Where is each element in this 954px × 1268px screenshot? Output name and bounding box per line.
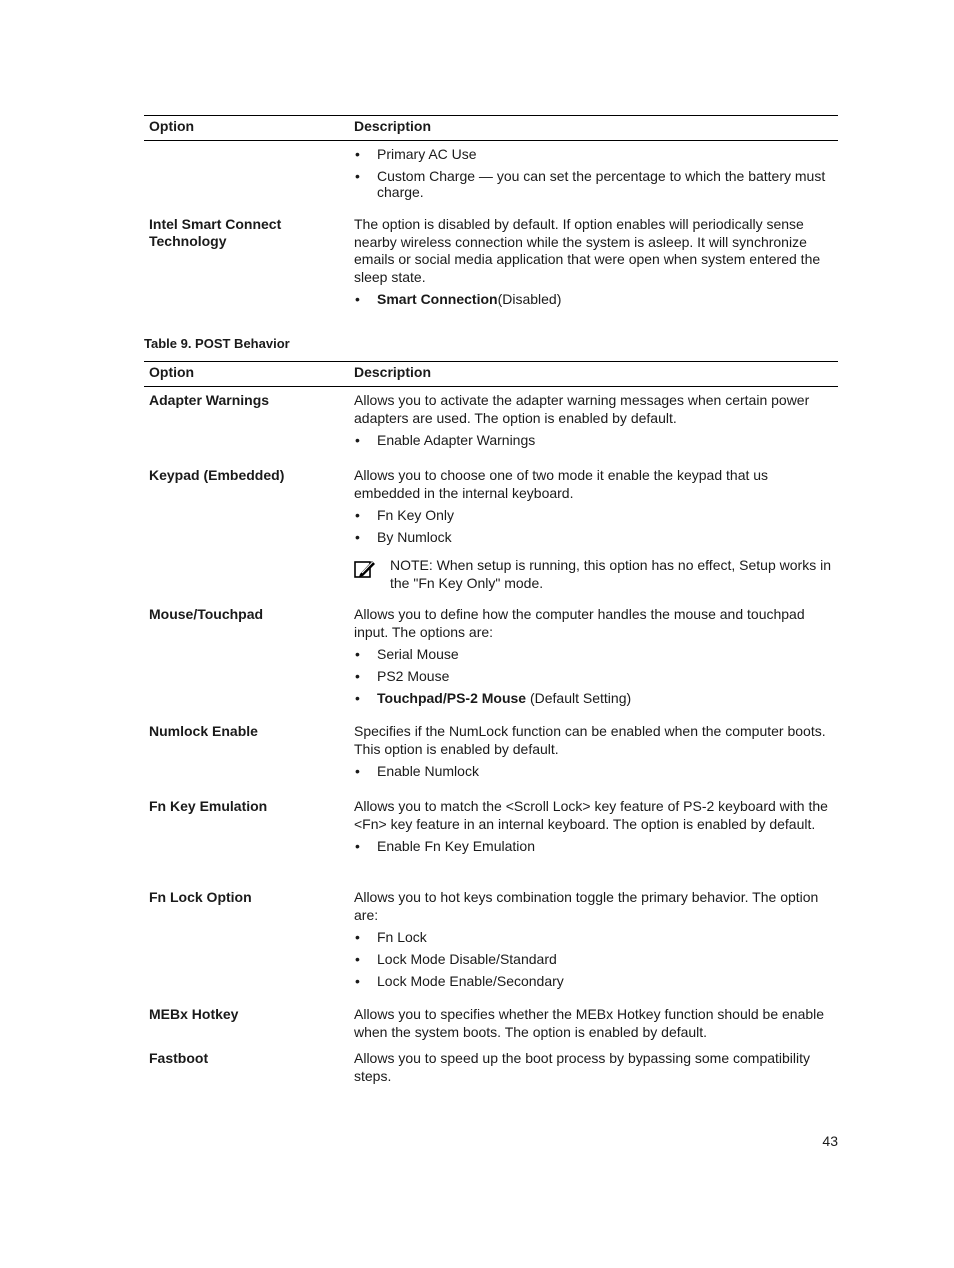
list-item: • Custom Charge — you can set the percentage to which the battery must charge. xyxy=(354,168,838,200)
note-label: NOTE: xyxy=(390,557,433,573)
list-item xyxy=(354,690,838,706)
column-header-option: Option xyxy=(149,118,195,134)
option-list xyxy=(354,929,838,989)
table-header-rule xyxy=(144,140,838,141)
option-list xyxy=(354,763,838,779)
list-item: • Enable Adapter Warnings xyxy=(354,432,838,448)
description-text: Specifies if the NumLock function can be enabled when the computer boots. This option is enabled by default. xyxy=(354,723,826,757)
option-name: Fn Lock Option xyxy=(149,889,252,905)
list-item: • Fn Lock xyxy=(354,929,838,945)
description-text: The option is disabled by default. If option enables will periodically sense nearby wireless connection while the system is asleep. It will synchronize emails or social media application that were open when system entered the sleep state. xyxy=(354,216,821,285)
list-item-bold: Smart Connection xyxy=(377,291,498,307)
column-header-description: Description xyxy=(354,364,432,380)
table-top-rule xyxy=(144,115,838,116)
option-description xyxy=(354,392,838,454)
list-item: • Enable Fn Key Emulation xyxy=(354,838,838,854)
list-item: • Primary AC Use xyxy=(354,146,838,162)
column-header-description: Description xyxy=(354,118,432,134)
option-description xyxy=(354,798,838,860)
list-item-rest: (Default Setting) xyxy=(526,690,632,706)
option-description xyxy=(354,467,838,592)
list-item: • PS2 Mouse xyxy=(354,668,838,684)
option-description xyxy=(354,889,838,995)
option-name: Fn Key Emulation xyxy=(149,798,268,814)
option-description xyxy=(354,216,838,313)
option-description xyxy=(354,723,838,785)
column-header-option: Option xyxy=(149,364,195,380)
option-name: Adapter Warnings xyxy=(149,392,270,408)
option-name: MEBx Hotkey xyxy=(149,1006,239,1022)
option-description xyxy=(354,1050,838,1090)
description-text: Allows you to hot keys combination toggle the primary behavior. The option are: xyxy=(354,889,819,923)
list-item: • Lock Mode Disable/Standard xyxy=(354,951,838,967)
list-item: • Lock Mode Enable/Secondary xyxy=(354,973,838,989)
table-header-rule xyxy=(144,386,838,387)
page-number: 43 xyxy=(822,1133,838,1149)
description-text: Allows you to define how the computer handles the mouse and touchpad input. The options are: xyxy=(354,606,805,640)
option-list xyxy=(354,291,838,307)
option-description xyxy=(354,606,838,712)
description-text: Allows you to match the <Scroll Lock> key feature of PS-2 keyboard with the <Fn> key feature in an internal keyboard. The option is enabled by default. xyxy=(354,798,828,832)
note-text: When setup is running, this option has no effect, Setup works in the "Fn Key Only" mode. xyxy=(390,557,831,591)
list-item-rest: (Disabled) xyxy=(497,291,562,307)
option-list xyxy=(354,432,838,448)
description-text: Allows you to speed up the boot process by bypassing some compatibility steps. xyxy=(354,1050,811,1084)
option-list xyxy=(354,838,838,854)
table-caption: Table 9. POST Behavior xyxy=(144,336,290,351)
list-item: • Fn Key Only xyxy=(354,507,838,523)
description-text: Allows you to activate the adapter warning messages when certain power adapters are used. The option is enabled by default. xyxy=(354,392,810,426)
option-name: Intel Smart Connect Technology xyxy=(149,216,282,249)
option-name: Keypad (Embedded) xyxy=(149,467,285,483)
description-text: Allows you to specifies whether the MEBx Hotkey function should be enable when the system boots. The option is enabled by default. xyxy=(354,1006,825,1040)
option-name: Numlock Enable xyxy=(149,723,258,739)
continued-options-list xyxy=(354,146,838,200)
note-box xyxy=(354,557,838,592)
pencil-note-icon xyxy=(354,559,376,579)
list-item xyxy=(354,291,838,307)
option-list xyxy=(354,507,838,545)
option-description xyxy=(354,1006,838,1046)
option-name: Fastboot xyxy=(149,1050,209,1066)
option-list xyxy=(354,646,838,706)
continued-description xyxy=(354,146,838,206)
list-item: • By Numlock xyxy=(354,529,838,545)
description-text: Allows you to choose one of two mode it enable the keypad that us embedded in the internal keyboard. xyxy=(354,467,769,501)
table-top-rule xyxy=(144,361,838,362)
list-item: • Serial Mouse xyxy=(354,646,838,662)
list-item-bold: Touchpad/PS-2 Mouse xyxy=(377,690,527,706)
option-name: Mouse/Touchpad xyxy=(149,606,264,622)
list-item: • Enable Numlock xyxy=(354,763,838,779)
